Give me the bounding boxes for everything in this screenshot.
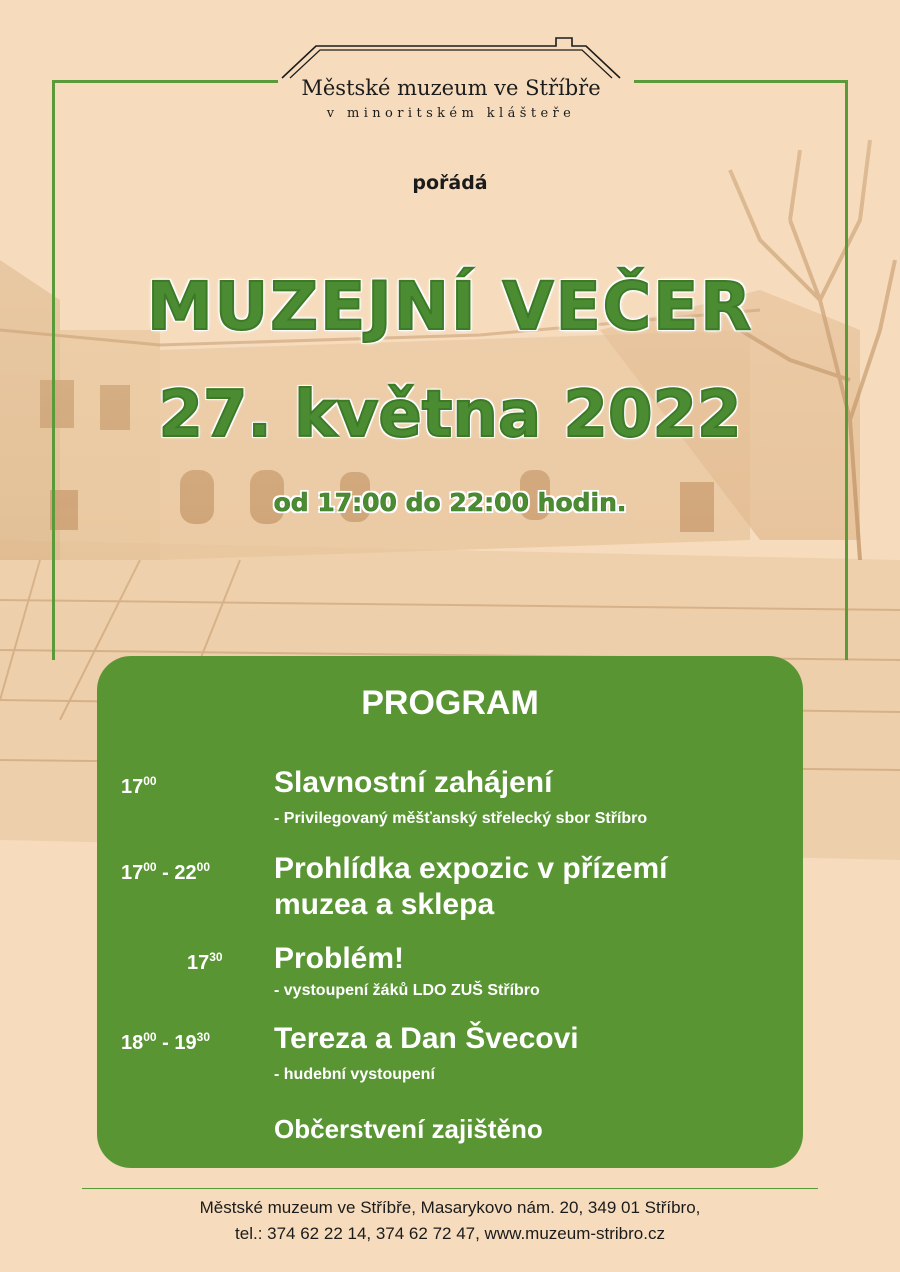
museum-logo [276, 36, 626, 126]
program-heading: PROGRAM [361, 684, 539, 722]
program-item-note: - Privilegovaný měšťanský střelecký sbor Stříbro [274, 810, 648, 827]
organizer-text: pořádá [412, 172, 488, 194]
program-item-event-line2: muzea a sklepa [274, 888, 495, 921]
footer-contacts: tel.: 374 62 22 14, 374 62 72 47, www.muzeum-stribro.cz [235, 1224, 665, 1243]
program-item-event: Problém! [274, 942, 405, 975]
program-item-time: $18^{00} - 19^{30}$ [121, 1030, 210, 1054]
program-item-time: $17^{00} - 22^{00}$ [121, 860, 210, 884]
refreshments-note: Občerstvení zajištěno [274, 1114, 543, 1144]
program-item-event-line1: Prohlídka expozic v přízemí [274, 852, 668, 885]
museum-building-icon [276, 36, 626, 80]
program-item-time: $17^{30}$ [187, 950, 223, 974]
frame-left-border [52, 80, 55, 660]
footer-address: Městské muzeum ve Stříbře, Masarykovo nám. 20, 349 01 Stříbro, [199, 1198, 701, 1217]
frame-top-border-right [634, 80, 848, 83]
logo-subtitle: v minoritském klášteře [326, 106, 576, 121]
frame-right-border [845, 80, 848, 660]
event-hours: od 17:00 do 22:00 hodin. [273, 488, 627, 517]
program-panel [97, 656, 803, 1168]
event-date: 27. května 2022 [158, 378, 742, 452]
program-item-time: $17^{00}$ [121, 774, 157, 798]
frame-top-border-left [52, 80, 278, 83]
footer-divider [82, 1188, 818, 1189]
event-title: MUZEJNÍ VEČER [146, 268, 754, 345]
program-item-note: - vystoupení žáků LDO ZUŠ Stříbro [274, 982, 540, 999]
logo-museum-name: Městské muzeum ve Stříbře [301, 76, 601, 100]
program-item-event: Slavnostní zahájení [274, 766, 553, 799]
program-item-note: - hudební vystoupení [274, 1066, 435, 1083]
program-item-event: Tereza a Dan Švecovi [274, 1022, 579, 1055]
